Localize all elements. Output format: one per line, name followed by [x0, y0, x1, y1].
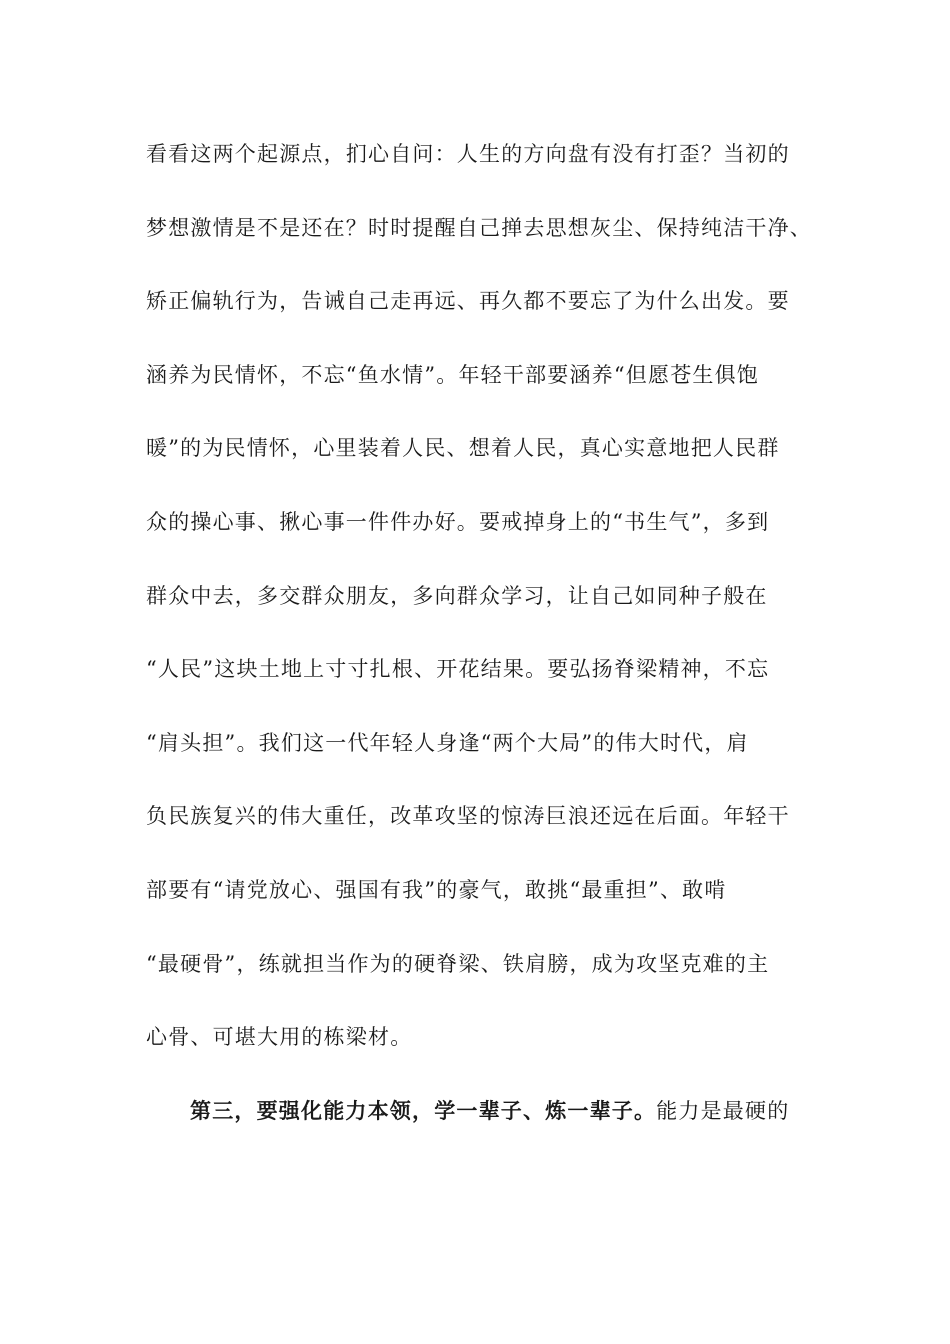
paragraph-line: “最硬骨”，练就担当作为的硬脊梁、铁肩膀，成为攻坚克难的主 [146, 951, 770, 976]
document-body [146, 128, 812, 1158]
paragraph-line: 梦想激情是不是还在？时时提醒自己掸去思想灰尘、保持纯洁干净、 [146, 215, 812, 240]
paragraph-line: 部要有“请党放心、强国有我”的豪气，敢挑“最重担”、敢啃 [146, 877, 727, 902]
paragraph-line: 众的操心事、揪心事一件件办好。要戒掉身上的“书生气”，多到 [146, 509, 770, 534]
paragraph-line: 群众中去，多交群众朋友，多向群众学习，让自己如同种子般在 [146, 583, 768, 608]
section-heading-line [146, 1085, 806, 1137]
paragraph-line: 暖”的为民情怀，心里装着人民、想着人民，真心实意地把人民群 [146, 436, 780, 461]
paragraph-line: 看看这两个起源点，扪心自问：人生的方向盘有没有打歪？当初的 [146, 142, 790, 166]
paragraph-line: “肩头担”。我们这一代年轻人身逢“两个大局”的伟大时代，肩 [146, 730, 749, 755]
paragraph-line: 涵养为民情怀，不忘“鱼水情”。年轻干部要涵养“但愿苍生俱饱 [146, 362, 760, 387]
paragraph-line: 心骨、可堪大用的栋梁材。 [146, 1025, 413, 1050]
section-heading: 第三，要强化能力本领，学一辈子、炼一辈子。 [190, 1097, 657, 1123]
paragraph-line: 矫正偏轨行为，告诫自己走再远、再久都不要忘了为什么出发。要 [146, 289, 790, 314]
section-text: 能力是最硬的 [656, 1098, 790, 1123]
paragraph-line: 负民族复兴的伟大重任，改革攻坚的惊涛巨浪还远在后面。年轻干 [146, 804, 790, 829]
paragraph-line: “人民”这块土地上寸寸扎根、开花结果。要弘扬脊梁精神，不忘 [146, 657, 770, 682]
